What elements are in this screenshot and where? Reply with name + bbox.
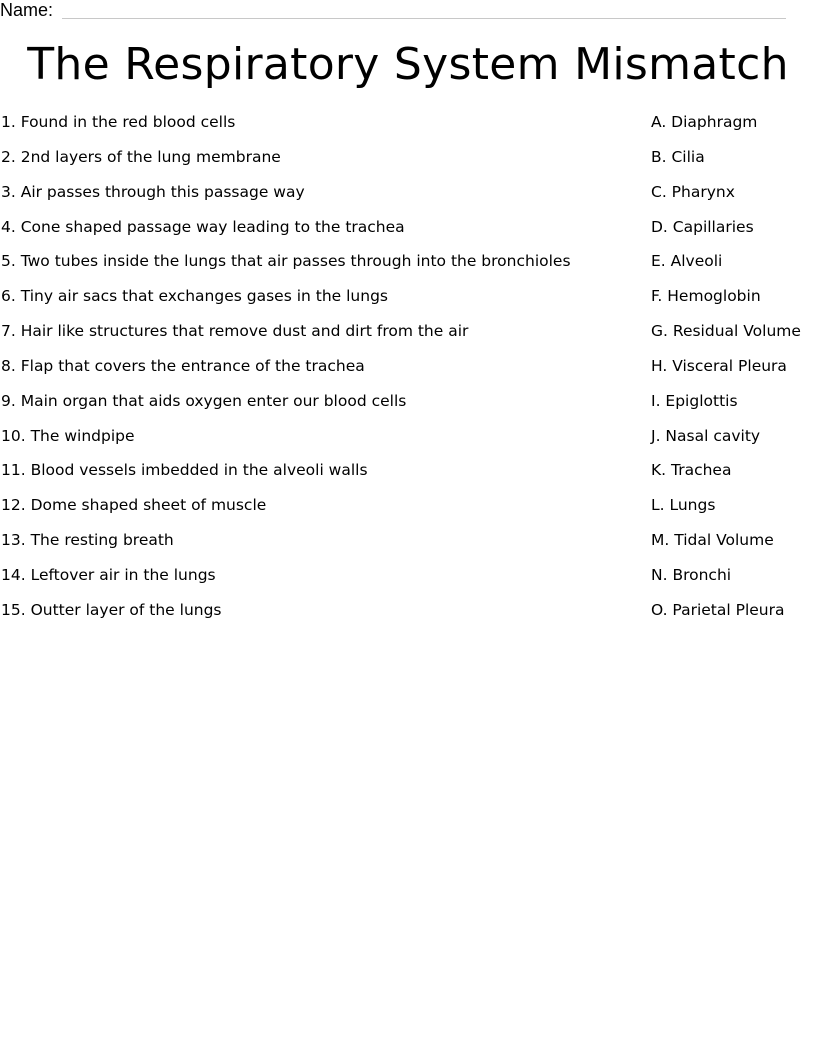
answer-item: I. Epiglottis — [651, 391, 738, 410]
answers-column — [651, 111, 816, 634]
answer-item: D. Capillaries — [651, 217, 754, 236]
question-item: 8. Flap that covers the entrance of the trachea — [1, 356, 365, 375]
question-item: 10. The windpipe — [1, 426, 135, 445]
question-item: 1. Found in the red blood cells — [1, 113, 236, 131]
question-item: 3. Air passes through this passage way — [1, 182, 305, 201]
answer-item: G. Residual Volume — [651, 322, 801, 341]
answer-item: N. Bronchi — [651, 565, 732, 584]
question-item: 12. Dome shaped sheet of muscle — [1, 496, 267, 515]
answer-item: C. Pharynx — [651, 182, 735, 201]
answer-item: K. Trachea — [651, 461, 732, 480]
question-item: 4. Cone shaped passage way leading to the trachea — [1, 217, 405, 236]
question-item: 15. Outter layer of the lungs — [1, 600, 222, 619]
question-item: 6. Tiny air sacs that exchanges gases in the lungs — [1, 287, 388, 306]
question-item: 7. Hair like structures that remove dust and dirt from the air — [1, 322, 469, 341]
answer-item: H. Visceral Pleura — [651, 356, 787, 375]
answer-item: B. Cilia — [651, 147, 705, 166]
answer-item: M. Tidal Volume — [651, 531, 774, 550]
answer-item: J. Nasal cavity — [651, 426, 761, 445]
answer-item: L. Lungs — [651, 496, 716, 515]
question-item: 9. Main organ that aids oxygen enter our blood cells — [1, 391, 407, 410]
question-item: 13. The resting breath — [1, 531, 174, 550]
question-item: 14. Leftover air in the lungs — [1, 565, 216, 584]
page-title: The Respiratory System Mismatch — [27, 39, 789, 90]
answer-item: F. Hemoglobin — [651, 287, 761, 306]
questions-column — [1, 111, 631, 634]
answer-item: O. Parietal Pleura — [651, 600, 785, 619]
name-label: Name: — [0, 0, 54, 20]
name-row — [0, 0, 816, 22]
answer-item: E. Alveoli — [651, 252, 723, 271]
question-item: 2. 2nd layers of the lung membrane — [1, 147, 281, 166]
question-item: 11. Blood vessels imbedded in the alveoli walls — [1, 461, 368, 480]
answer-item: A. Diaphragm — [651, 113, 758, 131]
name-blank-line[interactable] — [62, 18, 786, 19]
question-item: 5. Two tubes inside the lungs that air passes through into the bronchioles — [1, 252, 571, 271]
